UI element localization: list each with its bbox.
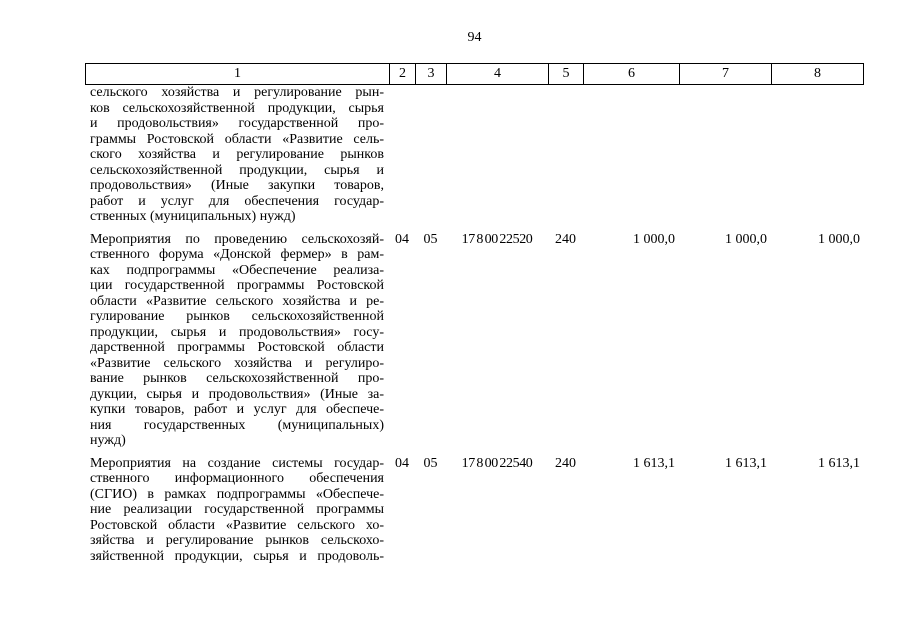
text-line: «Развитие сельского хозяйства и регулиро-: [90, 355, 384, 371]
text-line: продовольствия» (Иные закупки товаров,: [90, 178, 384, 193]
column-header: 4: [446, 63, 548, 85]
text-line: ние реализации государственной программы: [90, 502, 384, 517]
table-header-row: [85, 63, 864, 85]
text-line: ственных (муниципальных) нужд): [90, 209, 296, 224]
text-line: ственного форума «Донской фермер» в рам-: [90, 247, 384, 262]
program-code-cell: 17 8 00 22520: [461, 231, 533, 247]
text-line: ках подпрограммы «Обеспечение реализа-: [90, 262, 384, 278]
text-line: сельского хозяйства и регулирование рын-: [90, 85, 384, 100]
subsection-code-cell: 05: [423, 455, 438, 471]
text-line: (СГИО) в рамках подпрограммы «Обеспече-: [90, 486, 384, 502]
text-line: ков сельскохозяйственной продукции, сырья: [90, 100, 384, 116]
column-header: 6: [583, 63, 679, 85]
amount-cell: 1 613,1: [818, 455, 860, 471]
subsection-code-cell: 05: [423, 231, 438, 247]
column-header: 5: [548, 63, 583, 85]
amount-cell: 1 613,1: [725, 455, 767, 471]
column-header: 7: [679, 63, 771, 85]
amount-cell: 1 613,1: [633, 455, 675, 471]
text-line: купки товаров, работ и услуг для обеспече-: [90, 402, 384, 417]
text-line: продукции, сырья и продовольствия» госу-: [90, 324, 384, 340]
text-line: области «Развитие сельского хозяйства и ре-: [90, 293, 384, 309]
description-text: [90, 456, 384, 565]
section-code-cell: 04: [395, 455, 409, 471]
column-header: 1: [85, 63, 389, 85]
text-line: зяйства и регулирование рынков сельскохо-: [90, 533, 384, 548]
text-line: вание рынков сельскохозяйственной про-: [90, 371, 384, 386]
text-line: дукции, сырья и продовольствия» (Иные за-: [90, 386, 384, 402]
text-line: Ростовской области «Развитие сельского хо-: [90, 517, 384, 533]
expense-type-cell: 240: [555, 231, 576, 247]
text-line: сельскохозяйственной продукции, сырья и: [90, 162, 384, 178]
text-line: ского хозяйства и регулирование рынков: [90, 147, 384, 162]
row-description: [85, 85, 389, 225]
table-row: [85, 232, 864, 449]
text-line: и продовольствия» государственной про-: [90, 116, 384, 131]
column-header: 3: [415, 63, 446, 85]
amount-cell: 1 000,0: [633, 231, 675, 247]
text-line: дарственной программы Ростовской области: [90, 340, 384, 355]
column-header: 2: [389, 63, 415, 85]
column-header: 8: [771, 63, 864, 85]
text-line: работ и услуг для обеспечения государ-: [90, 193, 384, 209]
text-line: ственного информационного обеспечения: [90, 471, 384, 486]
row-description: [85, 456, 389, 565]
text-line: зяйственной продукции, сырья и продоволь-: [90, 548, 384, 564]
text-line: ции государственной программы Ростовской: [90, 278, 384, 293]
description-text: [90, 85, 384, 225]
budget-table: [85, 63, 864, 564]
row-description: [85, 232, 389, 449]
amount-cell: 1 000,0: [725, 231, 767, 247]
program-code-cell: 17 8 00 22540: [461, 455, 533, 471]
text-line: ния государственных (муниципальных): [90, 417, 384, 433]
table-body: [85, 85, 864, 564]
expense-type-cell: 240: [555, 455, 576, 471]
page-number: 94: [467, 30, 482, 45]
description-text: [90, 232, 384, 449]
text-line: нужд): [90, 433, 126, 448]
amount-cell: 1 000,0: [818, 231, 860, 247]
table-row: [85, 456, 864, 565]
text-line: Мероприятия по проведению сельскохозяй-: [90, 231, 384, 247]
text-line: граммы Ростовской области «Развитие сель-: [90, 131, 384, 147]
text-line: гулирование рынков сельскохозяйственной: [90, 309, 384, 324]
section-code-cell: 04: [395, 231, 409, 247]
table-row: [85, 85, 864, 225]
text-line: Мероприятия на создание системы государ-: [90, 455, 384, 471]
